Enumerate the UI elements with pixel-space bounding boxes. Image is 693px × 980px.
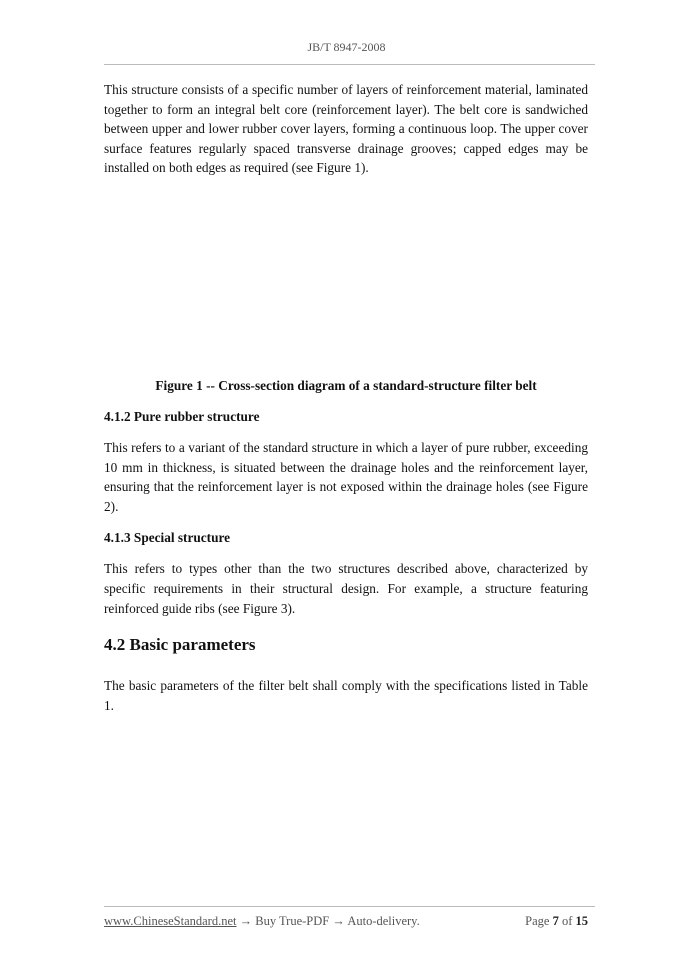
section-4-1-2-heading: 4.1.2 Pure rubber structure (104, 408, 260, 424)
site-link[interactable]: www.ChineseStandard.net (104, 914, 237, 928)
page-word: Page (525, 914, 550, 928)
of-word: of (561, 914, 573, 928)
page-footer (104, 914, 588, 929)
section-4-2-text: The basic parameters of the filter belt shall comply with the specifications listed in Table 1. (104, 678, 588, 713)
section-4-1-2-text: This refers to a variant of the standard structure in which a layer of pure rubber, exceeding 10 mm in thickness, is situated between the drainage holes and the reinforcement layer, ensuring that the reinforcement layer is not exposed within the drainage holes (see Figure 2). (104, 439, 588, 514)
arrow-right-icon: → (332, 914, 345, 928)
section-4-1-3-heading: 4.1.3 Special structure (104, 530, 231, 546)
page-total: 15 (575, 914, 588, 928)
page-indicator (525, 914, 588, 929)
figure-1-image-area (104, 178, 588, 376)
page-header (0, 40, 693, 55)
figure-1-caption: Figure 1 -- Cross-section diagram of a standard-structure filter belt (155, 377, 537, 393)
arrow-right-icon: → (239, 914, 253, 928)
footer-divider (104, 906, 595, 907)
page-number: 7 (552, 914, 559, 928)
intro-paragraph: This structure consists of a specific number of layers of reinforcement material, laminated together to form an integral belt core (reinforcement layer). The belt core is sandwiched between upper and lower rubber cover layers, forming a continuous loop. The upper cover surface features regularly spaced transverse drainage grooves; capped edges may be installed on both edges as required (see Figure 1). (104, 82, 588, 176)
section-4-2-heading: 4.2 Basic parameters (104, 635, 256, 655)
auto-delivery-text: Auto-delivery. (347, 914, 420, 928)
section-4-1-3-text: This refers to types other than the two structures described above, characterized by specific requirements in their structural design. For example, a structure featuring reinforced guide ribs (see Figure 3). (104, 561, 588, 616)
header-divider (104, 64, 595, 65)
doc-code: JB/T 8947-2008 (307, 40, 386, 54)
footer-left (104, 914, 420, 929)
buy-true-pdf-text: Buy True-PDF (255, 914, 330, 928)
page-content (104, 80, 588, 715)
